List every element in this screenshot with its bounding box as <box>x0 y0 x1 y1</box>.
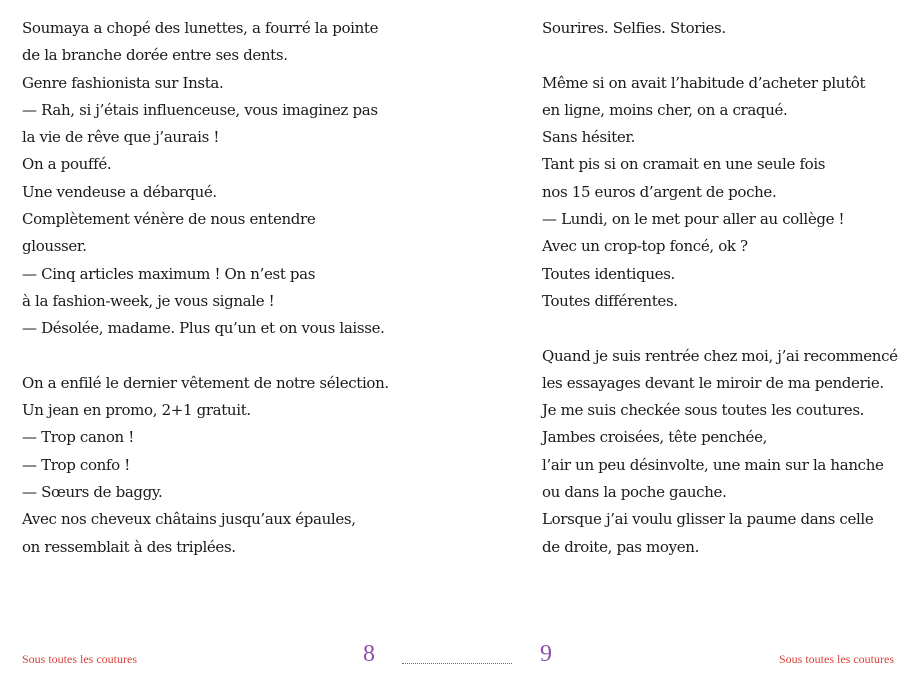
page-number: 8 <box>363 641 375 667</box>
text-line: Avec nos cheveux châtains jusqu’aux épaules, <box>22 510 356 529</box>
text-line: Même si on avait l’habitude d’acheter plutôt <box>542 73 866 92</box>
text-line: les essayages devant le miroir de ma penderie. <box>542 373 884 392</box>
running-footer-title: Sous toutes les coutures <box>779 652 894 666</box>
body-text <box>542 15 898 561</box>
page-number: 9 <box>540 641 552 667</box>
text-line: la vie de rêve que j’aurais ! <box>22 128 220 147</box>
text-line: Lorsque j’ai voulu glisser la paume dans celle <box>542 510 874 529</box>
text-line: de droite, pas moyen. <box>542 537 699 556</box>
text-line: Quand je suis rentrée chez moi, j’ai recommencé <box>542 346 898 365</box>
text-line: nos 15 euros d’argent de poche. <box>542 182 777 201</box>
text-line: Toutes différentes. <box>542 291 678 310</box>
text-line: Sourires. Selfies. Stories. <box>542 19 726 37</box>
left-page <box>0 0 460 674</box>
text-line: Sans hésiter. <box>542 128 636 147</box>
text-line: de la branche dorée entre ses dents. <box>22 46 288 65</box>
text-line: Une vendeuse a débarqué. <box>22 182 217 201</box>
text-line: — Lundi, on le met pour aller au collège ! <box>542 210 845 229</box>
body-text <box>22 15 389 561</box>
text-line: en ligne, moins cher, on a craqué. <box>542 100 788 119</box>
text-line: l’air un peu désinvolte, une main sur la hanche <box>542 455 884 474</box>
text-line: — Désolée, madame. Plus qu’un et on vous laisse. <box>22 319 385 338</box>
text-line: ou dans la poche gauche. <box>542 483 727 502</box>
text-line: — Cinq articles maximum ! On n’est pas <box>22 264 316 283</box>
right-page <box>460 0 921 674</box>
text-line: — Trop confo ! <box>22 455 130 474</box>
text-line: on ressemblait à des triplées. <box>22 537 236 556</box>
text-line: Genre fashionista sur Insta. <box>22 73 224 92</box>
text-line: Soumaya a chopé des lunettes, a fourré la pointe <box>22 19 379 37</box>
text-line: Jambes croisées, tête penchée, <box>542 428 768 447</box>
paragraph-break <box>22 343 389 370</box>
text-line: On a enfilé le dernier vêtement de notre sélection. <box>22 373 389 392</box>
paragraph-break <box>542 315 898 342</box>
text-line: Complètement vénère de nous entendre <box>22 210 316 229</box>
text-line: Toutes identiques. <box>542 264 675 283</box>
text-line: Je me suis checkée sous toutes les coutures. <box>542 401 865 420</box>
text-line: Un jean en promo, 2+1 gratuit. <box>22 401 251 420</box>
text-line: Avec un crop-top foncé, ok ? <box>542 237 748 256</box>
text-line: — Sœurs de baggy. <box>22 483 163 502</box>
running-footer-title: Sous toutes les coutures <box>22 652 137 666</box>
text-line: glousser. <box>22 237 87 256</box>
paragraph-break <box>542 42 898 69</box>
text-line: — Trop canon ! <box>22 428 134 447</box>
text-line: — Rah, si j’étais influenceuse, vous imaginez pas <box>22 100 378 119</box>
text-line: à la fashion-week, je vous signale ! <box>22 291 275 310</box>
text-line: Tant pis si on cramait en une seule fois <box>542 155 826 174</box>
text-line: On a pouffé. <box>22 155 112 174</box>
